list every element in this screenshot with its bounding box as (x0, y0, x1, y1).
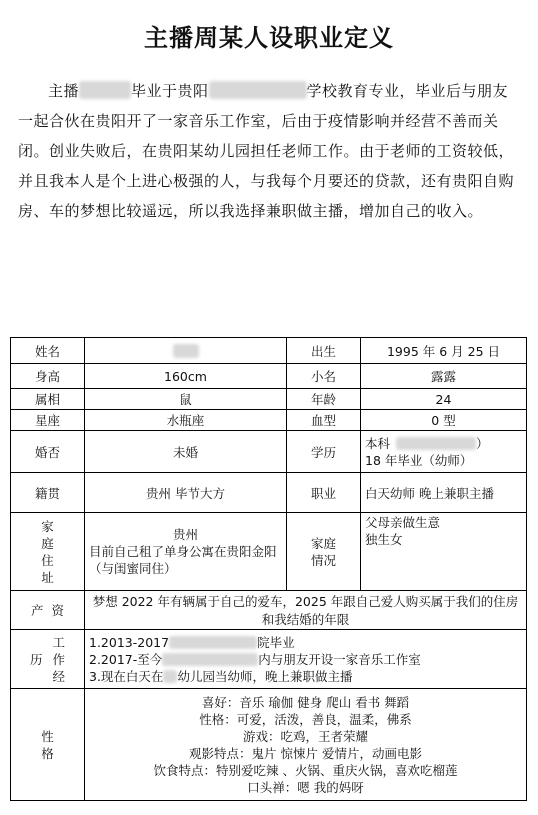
blood-label: 血型 (287, 410, 361, 431)
history-label-a: 历 (29, 652, 43, 667)
row-height (11, 364, 527, 389)
family-line1: 父母亲做生意 (365, 515, 441, 530)
nickname-label: 小名 (287, 364, 361, 389)
asset-value: 梦想 2022 年有辆属于自己的爱车，2025 年跟自己爱人购买属于我们的住房和我结婚的年限 (85, 591, 527, 630)
edu-line2: 18 年毕业（幼师） (365, 452, 473, 468)
family-label: 家庭 情况 (287, 513, 361, 591)
profile-table (10, 337, 527, 801)
row-origin (11, 473, 527, 513)
redacted-history-1 (169, 636, 257, 649)
age-value: 24 (361, 389, 527, 410)
marriage-label: 婚否 (11, 431, 85, 473)
intro-text-2: 毕业于贵阳 (131, 82, 209, 100)
food-line: 饮食特点：特别爱吃辣 、火锅、重庆火锅，喜欢吃榴莲 (153, 762, 458, 778)
job-value: 白天幼师 晚上兼职主播 (361, 473, 527, 513)
row-name (11, 338, 527, 364)
family-value (361, 513, 527, 591)
row-marriage (11, 431, 527, 473)
intro-text-1: 主播 (48, 82, 80, 100)
row-personality (11, 689, 527, 801)
home-value (85, 513, 287, 591)
origin-label: 籍贯 (11, 473, 85, 513)
movie-line: 观影特点：鬼片 惊悚片 爱情片，动画电影 (189, 745, 422, 761)
edu-line1-end: ） (476, 435, 489, 451)
name-value (85, 338, 287, 364)
redacted-school (209, 81, 307, 99)
catchphrase-line: 口头禅：嗯 我的妈呀 (247, 779, 364, 795)
home-line2: 目前自己租了单身公寓在贵阳金阳（与闺蜜同住） (89, 544, 277, 576)
history-label-b: 工 作 经 (52, 634, 66, 684)
birth-label: 出生 (287, 338, 361, 364)
row-sign (11, 410, 527, 431)
redacted-name-value (173, 344, 199, 358)
blood-value: 0 型 (361, 410, 527, 431)
marriage-value: 未婚 (85, 431, 287, 473)
history-label (11, 630, 85, 689)
height-label: 身高 (11, 364, 85, 389)
home-line1: 贵州 (172, 527, 198, 542)
history-item-3: 3.现在白天在 幼儿园当幼师，晚上兼职做主播 (89, 668, 353, 684)
zodiac-value: 鼠 (85, 389, 287, 410)
document-title: 主播周某人设职业定义 (144, 23, 394, 52)
intro-paragraph (18, 76, 522, 226)
nickname-value: 露露 (361, 364, 527, 389)
zodiac-label: 属相 (11, 389, 85, 410)
hobby-line: 喜好：音乐 瑜伽 健身 爬山 看书 舞蹈 (201, 694, 410, 710)
row-history (11, 630, 527, 689)
row-asset (11, 591, 527, 630)
origin-value: 贵州 毕节大方 (85, 473, 287, 513)
redacted-name (79, 81, 131, 99)
birth-value: 1995 年 6 月 25 日 (361, 338, 527, 364)
history-item-2: 2.2017-至今 内与朋友开设一家音乐工作室 (89, 651, 421, 667)
character-line: 性格：可爱，活泼，善良，温柔，佛系 (199, 711, 412, 727)
history-item-1: 1.2013-2017 院毕业 (89, 634, 295, 650)
edu-value (361, 431, 527, 473)
asset-label: 产 资 (11, 591, 85, 630)
height-value: 160cm (85, 364, 287, 389)
game-line: 游戏：吃鸡，王者荣耀 (242, 728, 368, 744)
family-line2: 独生女 (365, 532, 403, 547)
sign-label: 星座 (11, 410, 85, 431)
personality-value (85, 689, 527, 801)
redacted-history-3 (163, 670, 177, 683)
intro-text-3: 学校教育专业，毕业后与朋友一起合伙在贵阳开了一家音乐工作室，后由于疫情影响并经营不善而关闭。创业失败后，在贵阳某幼儿园担任老师工作。由于老师的工资较低，并且我本人是个上进心极强的人，与我每个月要还的贷款，还有贵阳自购房、车的梦想比较遥远，所以我选择兼职做主播，增加自己的收入。 (18, 82, 515, 220)
age-label: 年龄 (287, 389, 361, 410)
row-zodiac (11, 389, 527, 410)
edu-line1: 本科 (365, 435, 391, 451)
edu-label: 学历 (287, 431, 361, 473)
redacted-history-2 (162, 653, 258, 666)
row-home (11, 513, 527, 591)
sign-value: 水瓶座 (85, 410, 287, 431)
name-label: 姓名 (11, 338, 85, 364)
history-value (85, 630, 527, 689)
job-label: 职业 (287, 473, 361, 513)
redacted-edu-school (396, 437, 476, 450)
personality-label: 性 格 (11, 689, 85, 801)
home-label: 家 庭 住 址 (11, 513, 85, 591)
